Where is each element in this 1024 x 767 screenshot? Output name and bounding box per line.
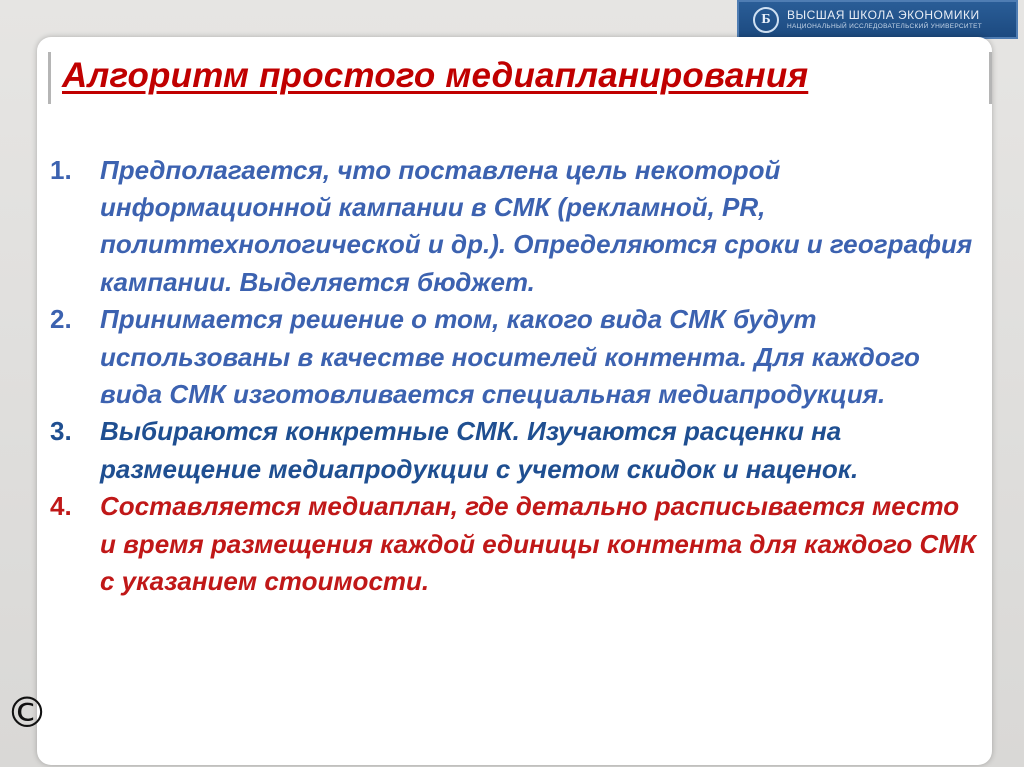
list-item-number: 2. [50, 304, 72, 335]
list-item [50, 413, 980, 487]
list-item [50, 301, 980, 413]
list-item-number: 1. [50, 155, 72, 185]
list-item-number: 3. [50, 416, 72, 447]
hse-logo [737, 0, 1018, 39]
list-item [50, 152, 980, 301]
list-item-number: 4. [50, 491, 72, 522]
algorithm-steps-list [50, 152, 980, 600]
list-item-text: Принимается решение о том, какого вида СМК будут использованы в качестве носителей контента. Для каждого вида СМК изготовливается специальная медиапродукция. [100, 304, 920, 409]
logo-subtitle: НАЦИОНАЛЬНЫЙ ИССЛЕДОВАТЕЛЬСКИЙ УНИВЕРСИТЕТ [787, 22, 983, 30]
logo-title: ВЫСШАЯ ШКОЛА ЭКОНОМИКИ [787, 7, 980, 22]
list-item-text: Выбираются конкретные СМК. Изучаются расценки на размещение медиапродукции с учетом скидок и наценок. [100, 416, 859, 484]
hse-emblem-icon: Б [753, 7, 779, 33]
list-item-text: Предполагается, что поставлена цель некоторой информационной кампании в СМК (рекламной, PR, политтехнологической и др.). Определяются сроки и география кампании. Выделяется бюджет. [100, 155, 973, 297]
list-item [50, 488, 980, 600]
copyright-icon: © [6, 688, 48, 737]
list-item-text: Составляется медиаплан, где детально расписывается место и время размещения каждой единицы контента для каждого СМК с указанием стоимости. [100, 491, 976, 596]
slide-title: Алгоритм простого медиапланирования [62, 56, 809, 95]
